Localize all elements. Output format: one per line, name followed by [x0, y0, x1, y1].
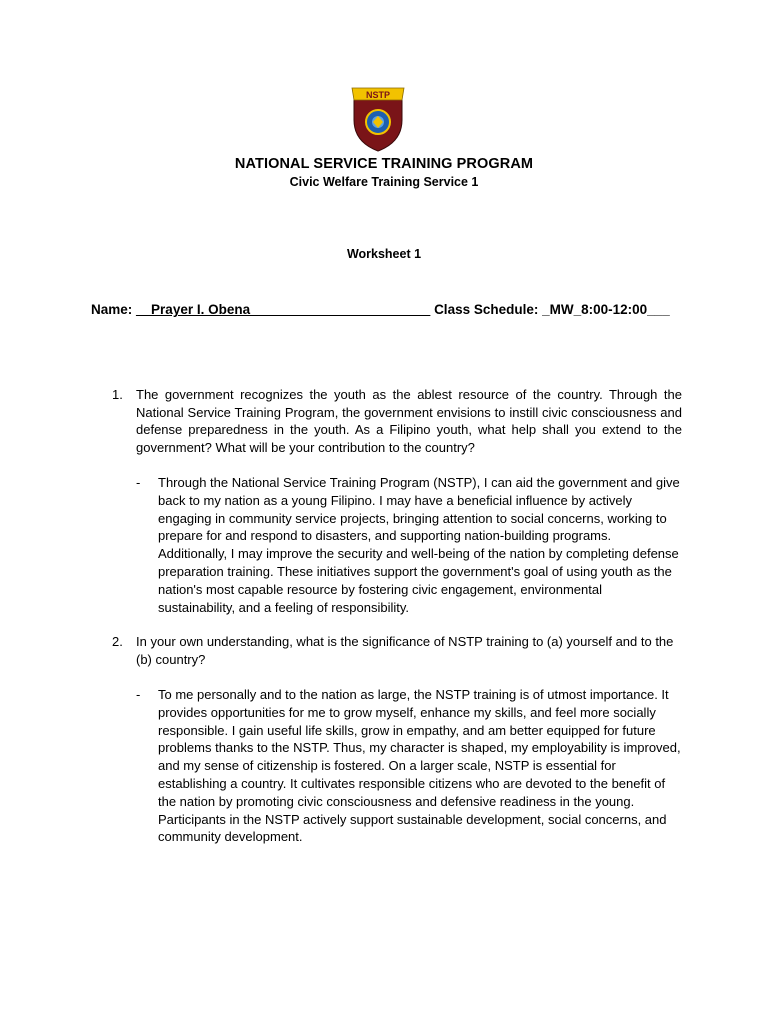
name-value: __Prayer I. Obena________________________	[136, 302, 431, 317]
page-title: NATIONAL SERVICE TRAINING PROGRAM	[234, 156, 534, 172]
question-1	[112, 386, 682, 456]
answer-marker: -	[136, 475, 141, 490]
question-text: In your own understanding, what is the significance of NSTP training to (a) yourself and to the (b) country?	[136, 634, 674, 667]
schedule-value: _MW_8:00-12:00___	[542, 302, 670, 317]
worksheet-title: Worksheet 1	[346, 247, 422, 261]
answer-text: Through the National Service Training Program (NSTP), I can aid the government and give back to my nation as a young Filipino. I may have a beneficial influence by actively engaging in community service projects, bringing attention to social concerns, working to prepare for and respond to disasters, and supporting nation-building programs. Additionally, I may improve the security and well-being of the nation by completing defense preparation training. These initiatives support the government's goal of using youth as the nation's most capable resource by fostering civic engagement, environmental sustainability, and a feeling of responsibility.	[158, 475, 680, 615]
question-2	[112, 633, 682, 668]
question-text: The government recognizes the youth as the ablest resource of the country. Through the National Service Training Program, the government envisions to instill civic consciousness and defense preparedness in the youth. As a Filipino youth, what help shall you extend to the government? What will be your contribution to the country?	[136, 387, 682, 455]
answer-text: To me personally and to the nation as large, the NSTP training is of utmost importance. It provides opportunities for me to grow myself, enhance my skills, and feel more socially responsible. I gain useful life skills, grow in empathy, and am better equipped for future problems thanks to the NSTP. Thus, my character is shaped, my employability is improved, and my sense of citizenship is fostered. On a larger scale, NSTP is essential for establishing a country. It cultivates responsible citizens who are devoted to the benefit of the nation by promoting civic consciousness and defensive readiness in the young. Participants in the NSTP actively support sustainable development, social concerns, and community development.	[158, 687, 681, 845]
question-number: 1.	[112, 387, 123, 402]
answer-1	[136, 474, 682, 616]
nstp-logo	[349, 86, 407, 152]
answer-marker: -	[136, 687, 141, 702]
question-number: 2.	[112, 634, 123, 649]
schedule-label: Class Schedule:	[434, 302, 539, 317]
answer-2	[136, 686, 682, 846]
student-info-line	[91, 302, 731, 317]
page-subtitle: Civic Welfare Training Service 1	[289, 175, 479, 189]
logo-text: NSTP	[365, 90, 391, 100]
name-label: Name:	[91, 302, 133, 317]
